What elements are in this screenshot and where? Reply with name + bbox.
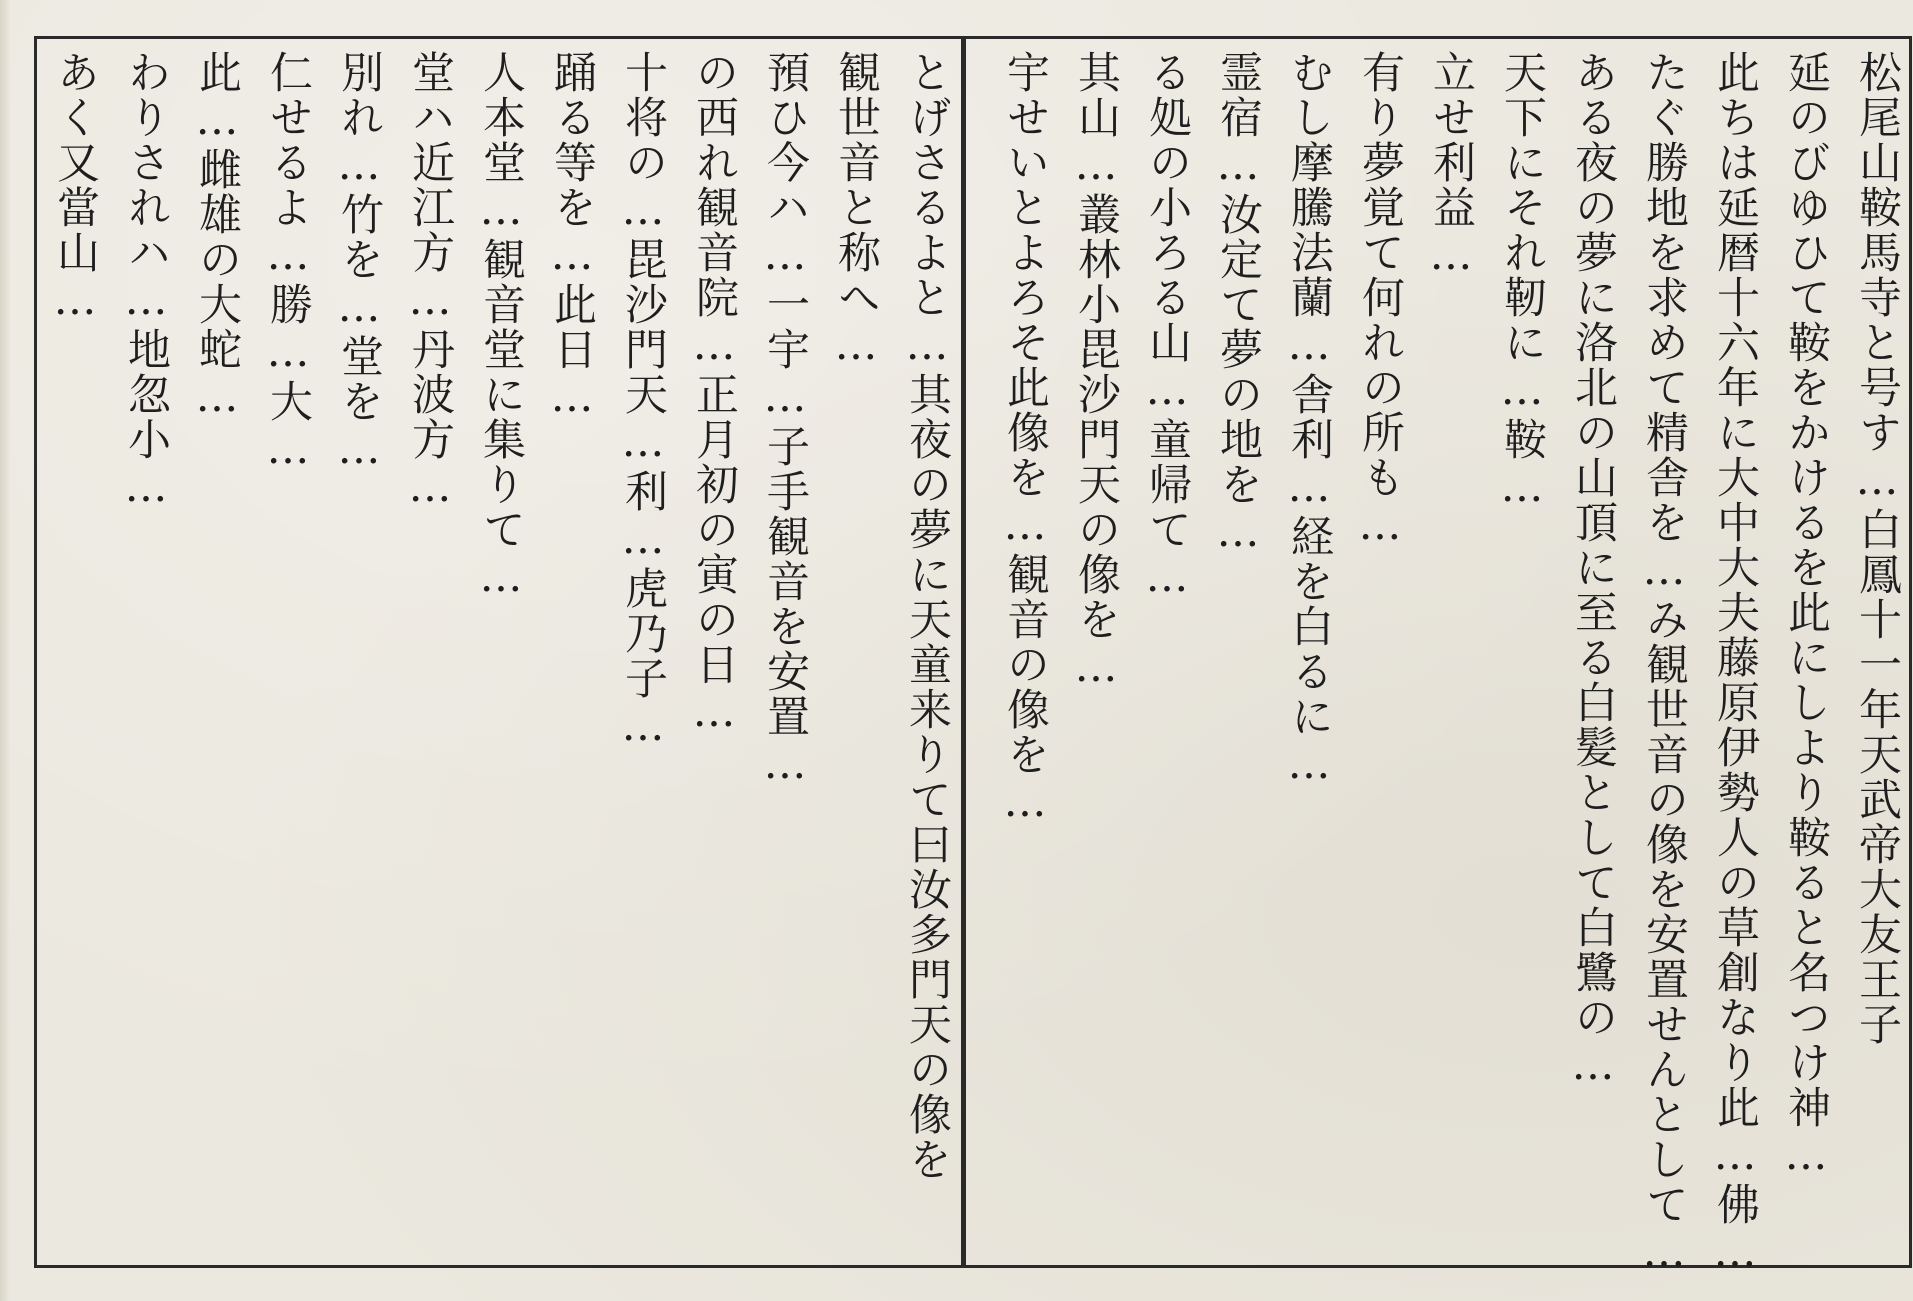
page-edge [0, 0, 10, 1301]
text-column: る処の小ろる山…童帰て… [1142, 50, 1192, 604]
text-column: 松尾山鞍馬寺と号す…白鳳十一年天武帝大友王子 [1852, 50, 1902, 1047]
text-column: 仁せるよ…勝…大… [263, 50, 313, 476]
right-page-text [978, 50, 1902, 1279]
text-column: 堂ハ近江方…丹波方… [405, 50, 455, 514]
text-column: 十将の…毘沙門天…利…虎乃子… [618, 50, 668, 753]
text-column: 立せ利益… [1426, 50, 1476, 282]
text-column: 霊宿…汝定て夢の地を… [1213, 50, 1263, 559]
text-column: あく又當山… [50, 50, 100, 327]
text-column: 踊る等を…此日… [547, 50, 597, 424]
text-column: とげさるよと…其夜の夢に天童来りて曰汝多門天の像を [902, 50, 952, 1182]
text-column: 延のびゆひて鞍をかけるを此にしより鞍ると名つけ神… [1781, 50, 1831, 1182]
text-column: 此ちは延暦十六年に大中大夫藤原伊勢人の草創なり此…佛… [1710, 50, 1760, 1279]
text-column: たぐ勝地を求めて精舎を…み観世音の像を安置せんとして… [1639, 50, 1689, 1279]
text-column: 人本堂…観音堂に集りて… [476, 50, 526, 604]
text-column: 預ひ今ハ…一宇…子手観音を安置… [760, 50, 810, 791]
text-column: の西れ観音院…正月初の寅の日… [689, 50, 739, 739]
text-column: 有り夢覚て何れの所も… [1355, 50, 1405, 552]
text-column: 天下にそれ靭に…鞍… [1497, 50, 1547, 514]
text-column: むし摩騰法蘭…舎利…経を白るに… [1284, 50, 1334, 791]
text-column: 其山…叢林小毘沙門天の像を… [1071, 50, 1121, 694]
text-column: 宇せいとよろそ此像を…観音の像を… [1000, 50, 1050, 829]
text-column: 此…雌雄の大蛇… [192, 50, 242, 424]
text-column: 観世音と称へ… [831, 50, 881, 372]
text-column: わりされハ…地忽小… [121, 50, 171, 514]
text-column: ある夜の夢に洛北の山頂に至る白髪として白鷺の… [1568, 50, 1618, 1092]
left-page-text [48, 50, 952, 1255]
text-column: 別れ…竹を…堂を… [334, 50, 384, 476]
